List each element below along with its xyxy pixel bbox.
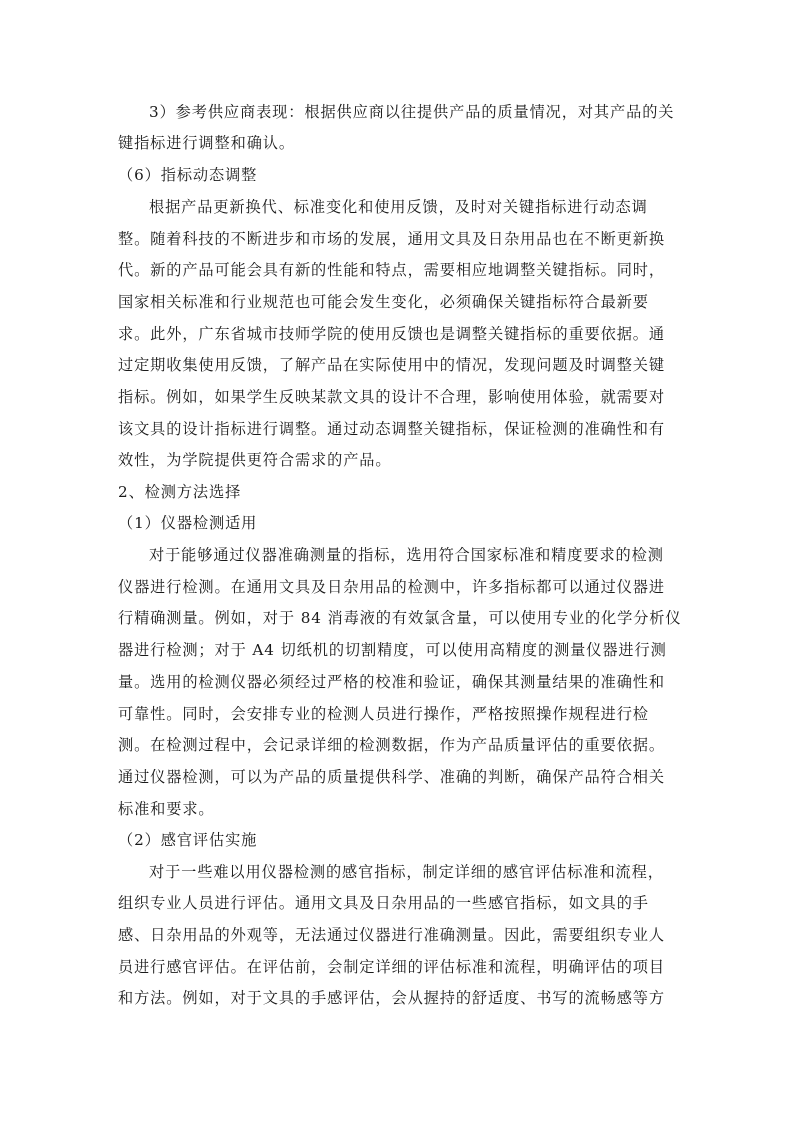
paragraph-line: 效性，为学院提供更符合需求的产品。 xyxy=(118,451,392,469)
section-heading-detection-method: 2、检测方法选择 xyxy=(118,483,242,501)
list-item-supplier-performance: 3）参考供应商表现：根据供应商以往提供产品的质量情况，对其产品的关 xyxy=(149,103,675,121)
paragraph-line: 整。随着科技的不断进步和市场的发展，通用文具及日杂用品也在不断更新换 xyxy=(118,230,665,248)
paragraph-line: 通过仪器检测，可以为产品的质量提供科学、准确的判断，确保产品符合相关 xyxy=(118,768,665,786)
paragraph-line: 和方法。例如，对于文具的手感评估，会从握持的舒适度、书写的流畅感等方 xyxy=(118,989,665,1007)
paragraph-line: 组织专业人员进行评估。通用文具及日杂用品的一些感官指标，如文具的手 xyxy=(118,894,649,912)
paragraph-line: 感、日杂用品的外观等，无法通过仪器进行准确测量。因此，需要组织专业人 xyxy=(118,926,665,944)
paragraph-line: 指标。例如，如果学生反映某款文具的设计不合理，影响使用体验，就需要对 xyxy=(118,388,665,406)
paragraph-line: 员进行感官评估。在评估前，会制定详细的评估标准和流程，明确评估的项目 xyxy=(118,958,665,976)
section-heading-indicator-adjustment: （6）指标动态调整 xyxy=(118,166,258,184)
paragraph-line: 仪器进行检测。在通用文具及日杂用品的检测中，许多指标都可以通过仪器进 xyxy=(118,578,665,596)
paragraph-line: 根据产品更新换代、标准变化和使用反馈，及时对关键指标进行动态调 xyxy=(149,198,648,216)
paragraph-line: 可靠性。同时，会安排专业的检测人员进行操作，严格按照操作规程进行检 xyxy=(118,705,649,723)
paragraph-line: 标准和要求。 xyxy=(118,800,215,818)
subsection-heading-sensory-evaluation: （2）感官评估实施 xyxy=(118,831,258,849)
subsection-heading-instrument-detection: （1）仪器检测适用 xyxy=(118,514,258,532)
paragraph-line: 测。在检测过程中，会记录详细的检测数据，作为产品质量评估的重要依据。 xyxy=(118,736,665,754)
paragraph-line: 代。新的产品可能会具有新的性能和特点，需要相应地调整关键指标。同时， xyxy=(118,261,665,279)
paragraph-line: 过定期收集使用反馈，了解产品在实际使用中的情况，发现问题及时调整关键 xyxy=(118,356,665,374)
paragraph-line: 量。选用的检测仪器必须经过严格的校准和验证，确保其测量结果的准确性和 xyxy=(118,673,665,691)
paragraph-line: 键指标进行调整和确认。 xyxy=(118,134,295,152)
paragraph-line: 该文具的设计指标进行调整。通过动态调整关键指标，保证检测的准确性和有 xyxy=(118,420,665,438)
paragraph-line: 国家相关标准和行业规范也可能会发生变化，必须确保关键指标符合最新要 xyxy=(118,293,649,311)
paragraph-line: 器进行检测；对于 A4 切纸机的切割精度，可以使用高精度的测量仪器进行测 xyxy=(118,641,667,659)
paragraph-line: 行精确测量。例如，对于 84 消毒液的有效氯含量，可以使用专业的化学分析仪 xyxy=(118,609,682,627)
paragraph-line: 对于能够通过仪器准确测量的指标，选用符合国家标准和精度要求的检测 xyxy=(149,546,664,564)
paragraph-line: 对于一些难以用仪器检测的感官指标，制定详细的感官评估标准和流程， xyxy=(149,863,664,881)
paragraph-line: 求。此外，广东省城市技师学院的使用反馈也是调整关键指标的重要依据。通 xyxy=(118,325,665,343)
